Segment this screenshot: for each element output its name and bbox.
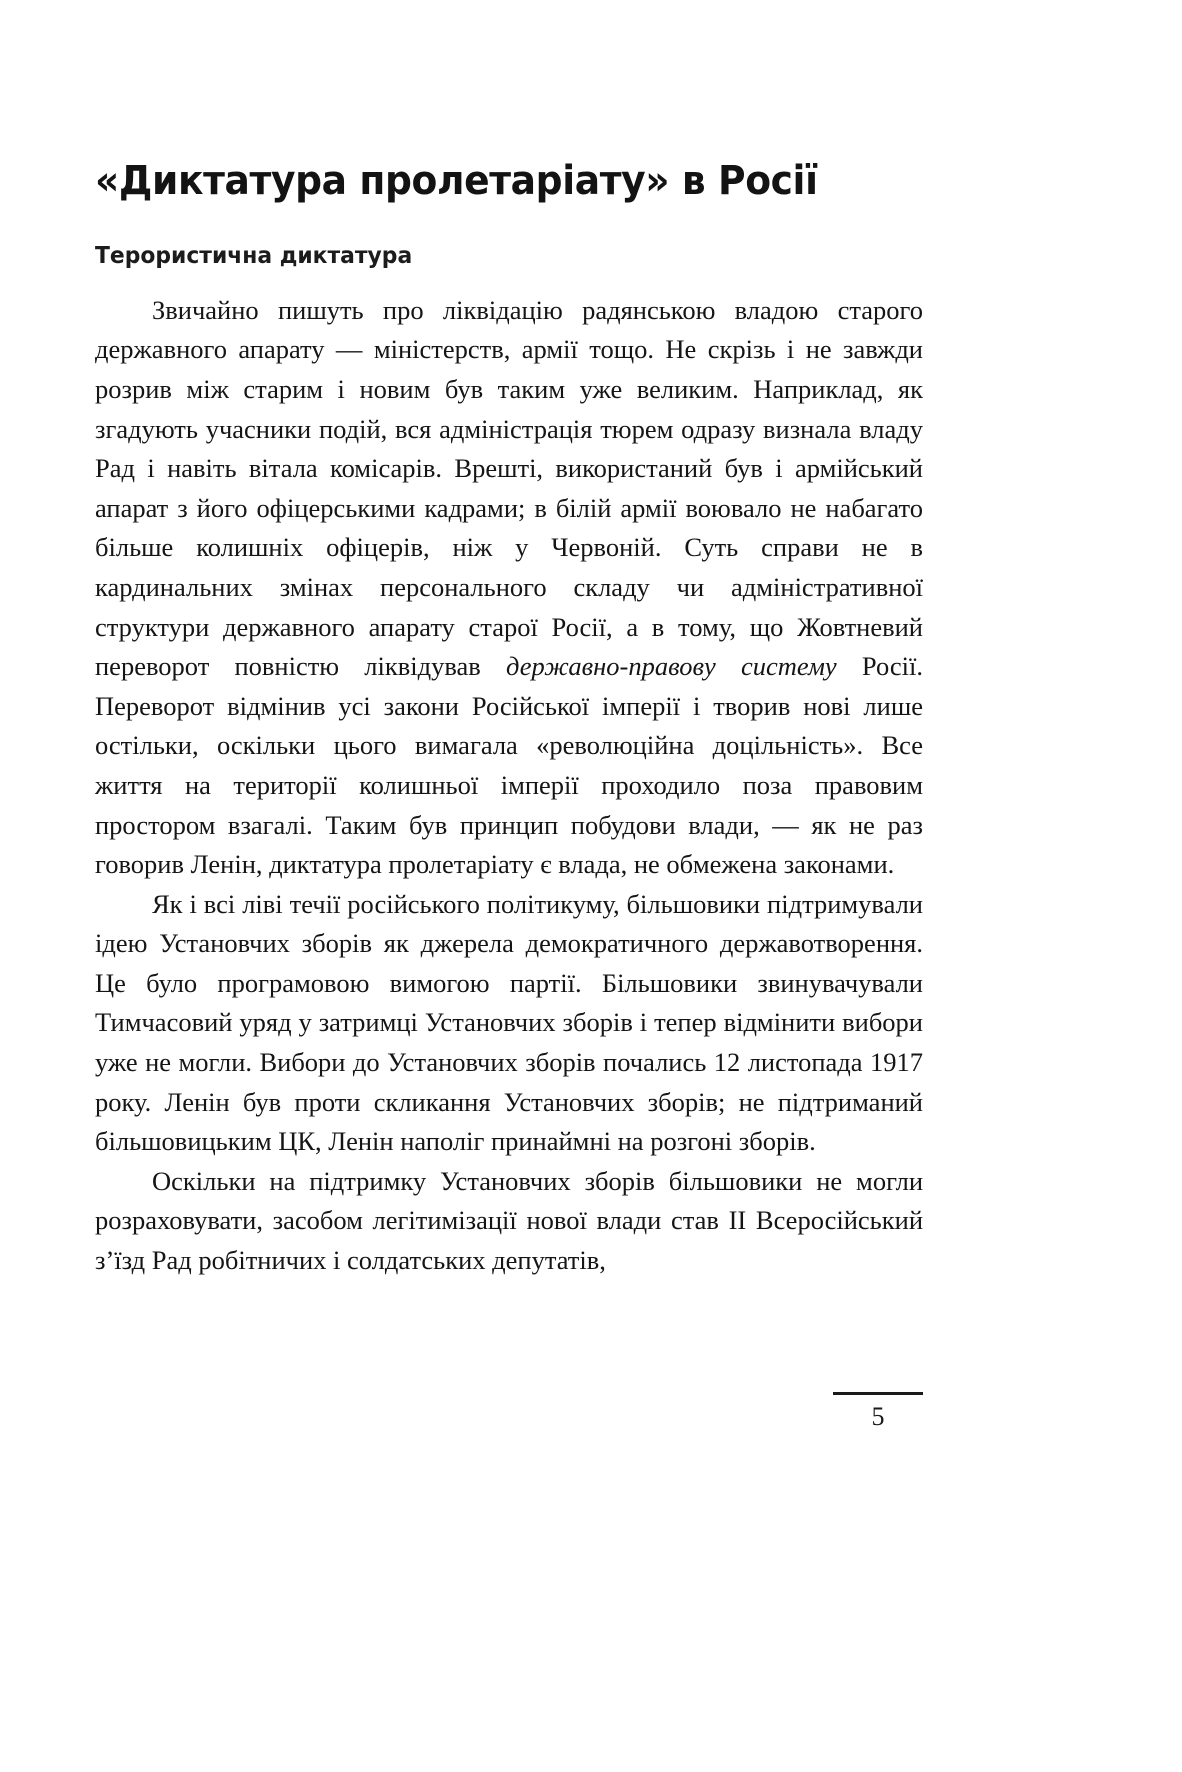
footer-divider bbox=[833, 1392, 923, 1395]
section-heading: Терористична диктатура bbox=[95, 243, 413, 270]
page-number: 5 bbox=[871, 1402, 885, 1431]
paragraph-1-text-after-italic: Росії. Переворот відмінив усі закони Російської імперії і творив нові лише остільки, оскільки цього вимагала «революційна доцільність». Все життя на території колишньої імперії проходило поза правовим простором взагалі. Таким був принцип побудови влади, — як не раз говорив Ленін, диктатура пролетаріату є влада, не обмежена законами. bbox=[95, 651, 923, 880]
paragraph-1-text-before-italic: Звичайно пишуть про ліквідацію радянською владою старого державного апарату — міністерств, армії тощо. Не скрізь і не завжди розрив між старим і новим був таким уже великим. Наприклад, як згадують учасники подій, вся адміністрація тюрем одразу визнала владу Рад і навіть вітала комісарів. Врешті, використаний був і армійський апарат з його офіцерськими кадрами; в білій армії воювало не набагато більше колишніх офіцерів, ніж у Червоній. Суть справи не в кардинальних змінах персонального складу чи адміністративної структури державного апарату старої Росії, а в тому, що Жовтневий переворот повністю ліквідував bbox=[95, 294, 923, 682]
paragraph-3: Оскільки на підтримку Установчих зборів більшовики не могли розраховувати, засобом легітимізації нової влади став II Всеросійський з’їзд Рад робітничих і солдатських депутатів, bbox=[95, 1165, 923, 1276]
paragraph-1 bbox=[95, 291, 923, 885]
page-title: «Диктатура пролетаріату» в Росії bbox=[95, 158, 818, 204]
paragraph-2: Як і всі ліві течії російського політикуму, більшовики підтримували ідею Установчих зборів як джерела демократичного державотворення. Це було програмовою вимогою партії. Більшовики звинувачували Тимчасовий уряд у затримці Установчих зборів і тепер відмінити вибори уже не могли. Вибори до Установчих зборів почались 12 листопада 1917 року. Ленін був проти скликання Установчих зборів; не підтриманий більшовицьким ЦК, Ленін наполіг принаймні на розгоні зборів. bbox=[95, 888, 923, 1157]
page-content bbox=[95, 0, 923, 1281]
paragraph-1-italic-phrase: державно-правову систему bbox=[506, 651, 837, 682]
